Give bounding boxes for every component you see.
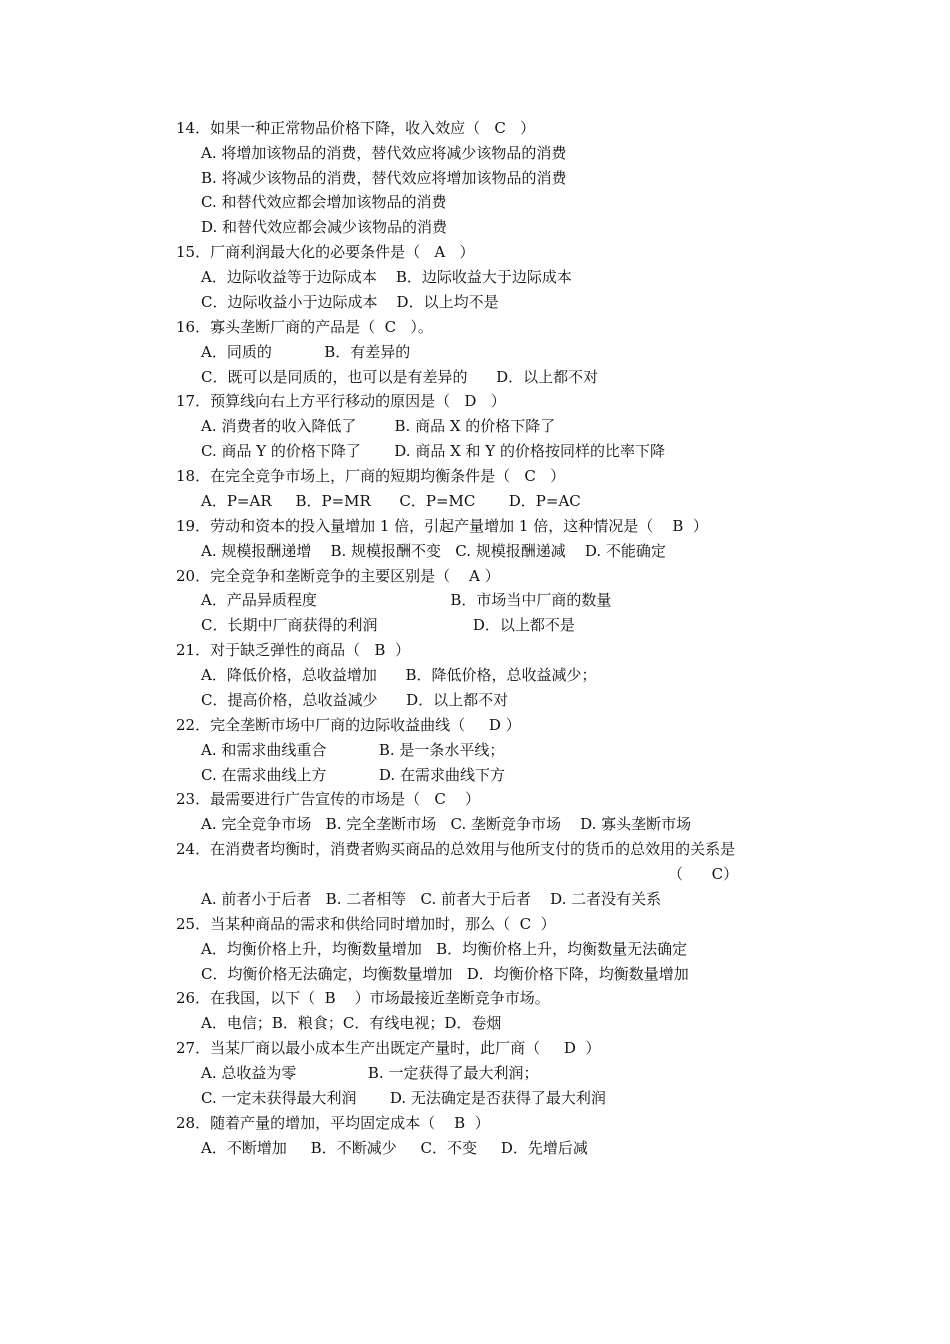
question-23: 23．最需要进行广告宣传的市场是（ C ） — [176, 790, 480, 808]
answer-24: （ C） — [668, 865, 739, 883]
option-27-cd: C. 一定未获得最大利润 D. 无法确定是否获得了最大利润 — [201, 1089, 606, 1107]
option-22-ab: A. 和需求曲线重合 B. 是一条水平线； — [201, 741, 505, 759]
question-20: 20．完全竞争和垄断竞争的主要区别是（ A ） — [176, 567, 500, 585]
question-14: 14．如果一种正常物品价格下降，收入效应（ C ） — [176, 119, 536, 137]
option-19-abcd: A. 规模报酬递增 B. 规模报酬不变 C. 规模报酬递减 D. 不能确定 — [201, 542, 666, 560]
option-15-ab: A．边际收益等于边际成本 B．边际收益大于边际成本 — [201, 268, 572, 286]
question-25: 25．当某种商品的需求和供给同时增加时，那么（ C ） — [176, 915, 556, 933]
question-28: 28．随着产量的增加，平均固定成本（ B ） — [176, 1114, 490, 1132]
question-19: 19．劳动和资本的投入量增加 1 倍，引起产量增加 1 倍，这种情况是（ B ） — [176, 517, 708, 535]
option-14-c: C. 和替代效应都会增加该物品的消费 — [201, 193, 447, 211]
question-26: 26．在我国，以下（ B ）市场最接近垄断竞争市场。 — [176, 989, 550, 1007]
option-25-cd: C．均衡价格无法确定，均衡数量增加 D．均衡价格下降，均衡数量增加 — [201, 965, 689, 983]
question-21: 21．对于缺乏弹性的商品（ B ） — [176, 641, 410, 659]
option-16-ab: A．同质的 B．有差异的 — [201, 343, 411, 361]
option-14-a: A. 将增加该物品的消费，替代效应将减少该物品的消费 — [201, 144, 567, 162]
question-17: 17．预算线向右上方平行移动的原因是（ D ） — [176, 392, 506, 410]
option-17-cd: C. 商品 Y 的价格下降了 D. 商品 X 和 Y 的价格按同样的比率下降 — [201, 442, 665, 460]
option-21-cd: C．提高价格，总收益减少 D．以上都不对 — [201, 691, 509, 709]
option-25-ab: A．均衡价格上升，均衡数量增加 B．均衡价格上升，均衡数量无法确定 — [201, 940, 688, 958]
question-16: 16．寡头垄断厂商的产品是（ C ）。 — [176, 318, 433, 336]
option-20-ab: A．产品异质程度 B．市场当中厂商的数量 — [201, 591, 612, 609]
question-27: 27．当某厂商以最小成本生产出既定产量时，此厂商（ D ） — [176, 1039, 601, 1057]
option-18-abcd: A．P=AR B．P=MR C．P=MC D．P=AC — [201, 492, 581, 510]
option-26-abcd: A．电信；B．粮食；C．有线电视；D．卷烟 — [201, 1014, 502, 1032]
question-18: 18．在完全竞争市场上，厂商的短期均衡条件是（ C ） — [176, 467, 566, 485]
option-28-abcd: A．不断增加 B．不断减少 C．不变 D．先增后减 — [201, 1139, 588, 1157]
option-23-abcd: A. 完全竞争市场 B. 完全垄断市场 C. 垄断竞争市场 D. 寡头垄断市场 — [201, 815, 692, 833]
question-22: 22．完全垄断市场中厂商的边际收益曲线（ D ） — [176, 716, 521, 734]
question-15: 15．厂商利润最大化的必要条件是（ A ） — [176, 243, 475, 261]
option-24-abcd: A. 前者小于后者 B. 二者相等 C. 前者大于后者 D. 二者没有关系 — [201, 890, 662, 908]
option-22-cd: C. 在需求曲线上方 D. 在需求曲线下方 — [201, 766, 505, 784]
option-14-d: D. 和替代效应都会减少该物品的消费 — [201, 218, 448, 236]
option-20-cd: C．长期中厂商获得的利润 D．以上都不是 — [201, 616, 575, 634]
option-17-ab: A. 消费者的收入降低了 B. 商品 X 的价格下降了 — [201, 417, 556, 435]
option-16-cd: C．既可以是同质的，也可以是有差异的 D．以上都不对 — [201, 368, 599, 386]
question-24: 24．在消费者均衡时，消费者购买商品的总效用与他所支付的货币的总效用的关系是 — [176, 840, 736, 858]
option-14-b: B. 将减少该物品的消费，替代效应将增加该物品的消费 — [201, 169, 567, 187]
option-21-ab: A．降低价格，总收益增加 B．降低价格，总收益减少； — [201, 666, 597, 684]
option-27-ab: A. 总收益为零 B. 一定获得了最大利润； — [201, 1064, 539, 1082]
option-15-cd: C．边际收益小于边际成本 D．以上均不是 — [201, 293, 499, 311]
